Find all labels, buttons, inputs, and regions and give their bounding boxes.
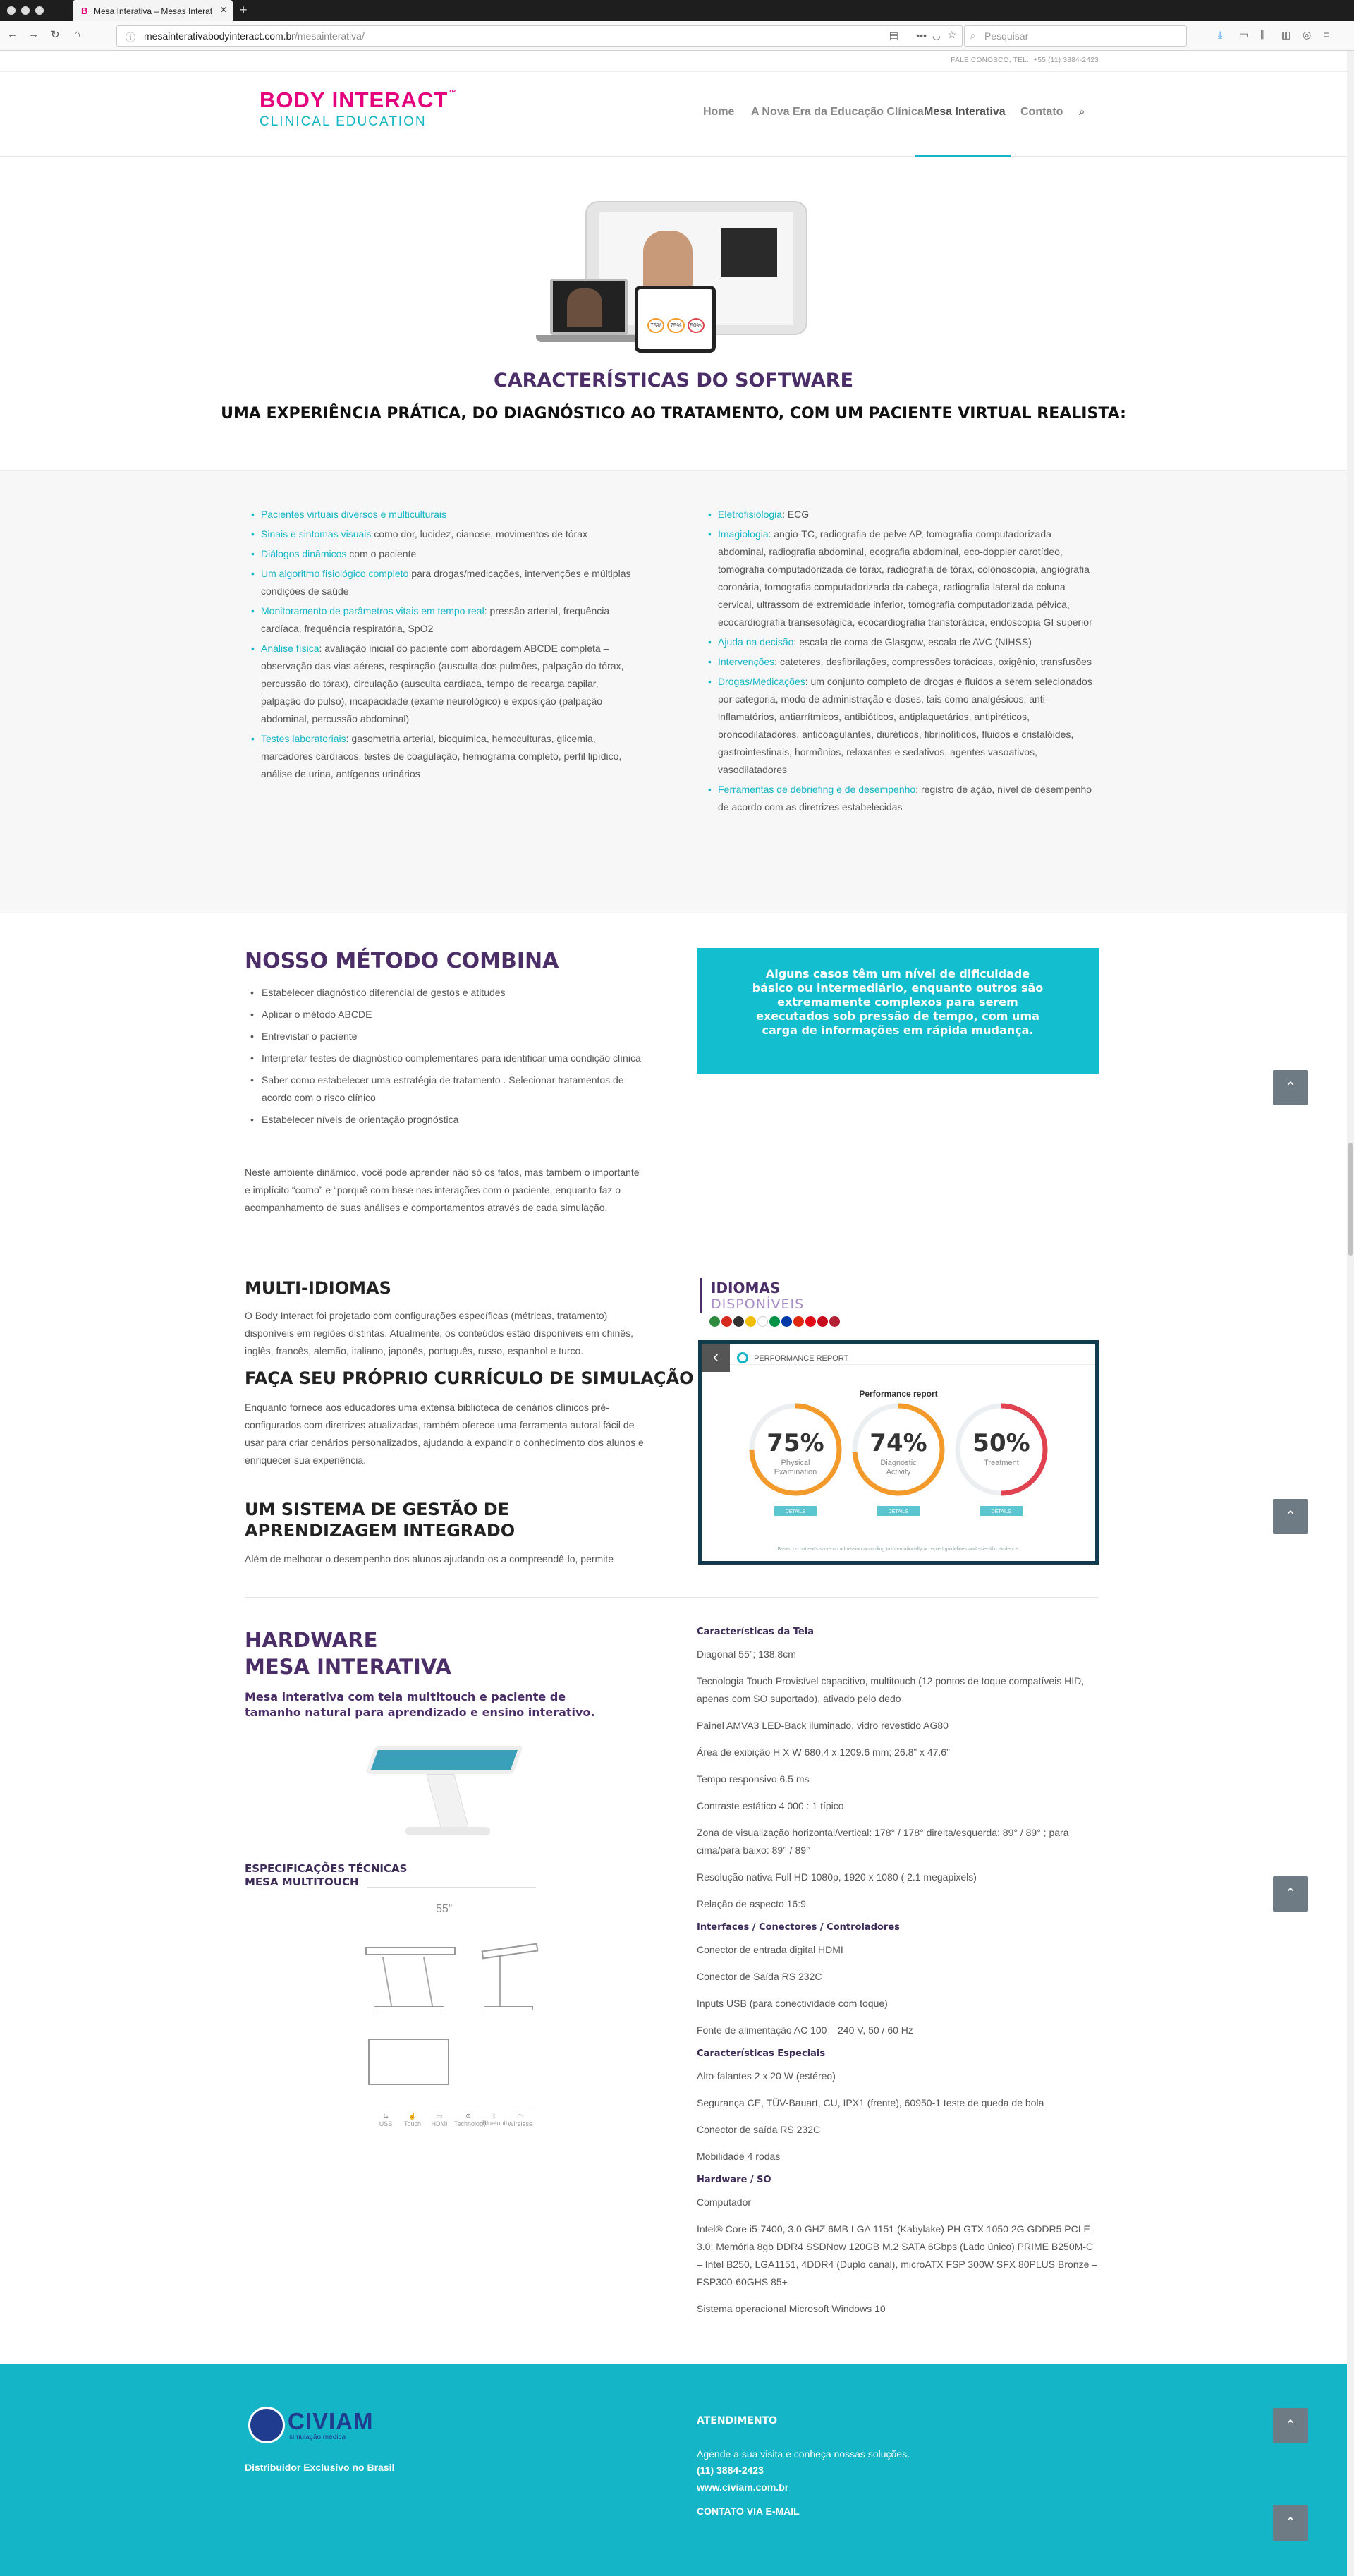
flag-icon[interactable]: [817, 1316, 828, 1327]
feature-detail: : registro de ação, nível de desempenho de acordo com as diretrizes estabelecidas: [718, 784, 1092, 813]
feature-item: [704, 633, 1102, 651]
spec-group-heading: Hardware / SO: [697, 2175, 771, 2185]
contact-phone: FALE CONOSCO, TEL.: +55 (11) 3884-2423: [951, 56, 1099, 64]
feature-detail: : cateteres, desfibrilações, compressões torácicas, oxigênio, transfusões: [774, 656, 1092, 667]
nav-mesa-interativa[interactable]: Mesa Interativa: [924, 106, 1006, 118]
method-title: NOSSO MÉTODO COMBINA: [245, 949, 559, 973]
feature-detail: : ECG: [782, 509, 810, 520]
flag-icon[interactable]: [757, 1316, 768, 1327]
hardware-subtitle-title: MESA INTERATIVA: [245, 1655, 451, 1679]
window-minimize-dot[interactable]: [21, 6, 30, 15]
url-path: /mesainterativa/: [295, 30, 365, 42]
feature-detail: : gasometria arterial, bioquímica, hemoculturas, glicemia, marcadores cardíacos, testes de coagulação, hemograma completo, perfil lipídico, análise de urina, antígenos urinários: [261, 733, 622, 779]
hardware-description: Mesa interativa com tela multitouch e paciente de tamanho natural para aprendizado e ensino interativo.: [245, 1690, 595, 1719]
footer-logo[interactable]: CIVIAM: [288, 2408, 374, 2434]
language-flags: [709, 1316, 879, 1328]
library-icon[interactable]: ⫼: [1260, 29, 1265, 40]
browser-nav-bar: [0, 21, 1354, 51]
spec-item: Tecnologia Touch Provisível capacitivo, multitouch (12 pontos de toque compatíveis HID, apenas com SO suportado), ativado pelo dedo: [697, 1675, 1085, 1704]
gauge-label: Treatment: [984, 1459, 1019, 1467]
bookmark-star-icon[interactable]: ☆: [947, 29, 956, 40]
feature-item: [247, 565, 638, 600]
account-icon[interactable]: ◎: [1303, 29, 1312, 40]
footer-distributor: Distribuidor Exclusivo no Brasil: [245, 2462, 395, 2473]
footer-title: ATENDIMENTO: [697, 2415, 778, 2426]
lang-accent-bar: [700, 1278, 702, 1313]
details-label: DETAILS: [991, 1509, 1012, 1514]
features-right-list: [704, 506, 1102, 818]
feature-name: Imagiologia: [718, 528, 769, 540]
feature-item: [704, 506, 1102, 523]
lang-subtitle: DISPONÍVEIS: [711, 1296, 805, 1312]
flag-icon[interactable]: [829, 1316, 840, 1327]
spec-group-heading: Características da Tela: [697, 1627, 815, 1637]
method-item: • Estabelecer níveis de orientação prognóstica: [245, 1111, 643, 1129]
feature-item: [247, 506, 638, 523]
feature-item: [247, 525, 638, 543]
method-paragraph: Neste ambiente dinâmico, você pode aprender não só os fatos, mas também o importante e implícito “como” e “porquê com base nas interações com o paciente, enquanto faz o acompanhamento de suas análises e comportamentos através de cada simulação.: [245, 1167, 640, 1213]
feature-name: Testes laboratoriais: [261, 733, 346, 744]
spec-item: Conector de Saída RS 232C: [697, 1971, 822, 1982]
logo-tm: ™: [448, 87, 458, 98]
connectivity-icons: [374, 2113, 532, 2146]
downloads-icon[interactable]: ⤓: [1218, 29, 1223, 40]
flag-icon[interactable]: [769, 1316, 780, 1327]
tab-title: Mesa Interativa – Mesas Interat: [94, 6, 213, 16]
technical-drawing: [358, 1933, 542, 2088]
feature-detail: : angio-TC, radiografia de pelve AP, tomografia computadorizada abdominal, radiografia abdominal, ecografia abdominal, eco-doppler carotídeo, tomografia computadorizada de tórax, radiografia de tórax, colonoscopia, angiografia coronária, tomografia computadorizada da cabeça, radiografia lateral da coluna cervical, ultrassom de extremidade inferior, tomografia computadorizada pélvica, ecocardiografia transesofágica, ecocardiografia transtorácica, endoscopia GI superior: [718, 528, 1092, 628]
gauge-label: Diagnostic: [880, 1459, 917, 1467]
feature-item: [247, 602, 638, 638]
spec-item: Conector de entrada digital HDMI: [697, 1944, 843, 1955]
feature-detail: com o paciente: [346, 548, 417, 559]
icon-label: Technology: [454, 2120, 487, 2127]
difficulty-callout: Alguns casos têm um nível de dificuldade básico ou intermediário, enquanto outros são extremamente complexos para serem executados sob pressão de tempo, com uma carga de informações em rápida mudança.: [697, 948, 1099, 1074]
spec-item: Mobilidade 4 rodas: [697, 2151, 781, 2162]
spec-size-line: [367, 1887, 536, 1888]
top-contact-strip: [0, 51, 1347, 72]
spec-item: Conector de saída RS 232C: [697, 2124, 821, 2135]
page-actions-icon[interactable]: •••: [916, 30, 927, 41]
footer-line: Agende a sua visita e conheça nossas soluções.: [697, 2448, 910, 2460]
feature-item: [704, 653, 1102, 671]
footer-phone[interactable]: (11) 3884-2423: [697, 2465, 764, 2476]
scroll-top-button[interactable]: ⌃: [1273, 2505, 1308, 2541]
scroll-top-button[interactable]: ⌃: [1273, 1876, 1308, 1912]
page-scrollbar[interactable]: [1347, 51, 1354, 2576]
performance-report-screen: [698, 1340, 1099, 1565]
spec-item: Resolução nativa Full HD 1080p, 1920 x 1080 ( 2.1 megapixels): [697, 1871, 977, 1883]
touch-icon: ☝ Touch: [403, 2113, 422, 2127]
logo-subtitle: CLINICAL EDUCATION: [260, 114, 427, 129]
sidebar-icon[interactable]: ▥: [1281, 29, 1291, 40]
spec-title-2: MESA MULTITOUCH: [245, 1876, 359, 1888]
feature-item: [704, 525, 1102, 631]
feature-name: Eletrofisiologia: [718, 509, 783, 520]
method-item: • Interpretar testes de diagnóstico complementares para identificar uma condição clínica: [245, 1050, 643, 1067]
feature-name: Diálogos dinâmicos: [261, 548, 347, 559]
spec-item: Alto-falantes 2 x 20 W (estéreo): [697, 2070, 836, 2082]
laptop-device: [550, 279, 628, 335]
feature-name: Drogas/Medicações: [718, 676, 805, 687]
browser-search-input[interactable]: [964, 25, 1187, 47]
footer-logo-sub: simulação médica: [289, 2434, 346, 2441]
flag-icon[interactable]: [805, 1316, 816, 1327]
feature-detail: : escala de coma de Glasgow, escala de AVC (NIHSS): [793, 636, 1032, 648]
gauge-value: 74%: [870, 1429, 927, 1457]
url-host: mesainterativabodyinteract.com.br: [144, 30, 295, 42]
flag-icon[interactable]: [745, 1316, 756, 1327]
feature-name: Pacientes virtuais diversos e multiculturais: [261, 509, 446, 520]
gauge-value: 50%: [972, 1429, 1030, 1457]
feature-name: Monitoramento de parâmetros vitais em tempo real: [261, 605, 484, 616]
devices-image: [536, 201, 807, 360]
spec-group-heading: Características Especiais: [697, 2048, 826, 2059]
footer-site[interactable]: www.civiam.com.br: [697, 2481, 789, 2493]
feature-item: [704, 781, 1102, 816]
hardware-specs: [697, 1627, 1099, 2327]
lms-title: UM SISTEMA DE GESTÃO DE APRENDIZAGEM INTEGRADO: [245, 1500, 516, 1541]
scroll-top-button[interactable]: ⌃: [1273, 2408, 1308, 2443]
icon-label: Wireless: [508, 2120, 532, 2127]
software-subtitle: UMA EXPERIÊNCIA PRÁTICA, DO DIAGNÓSTICO AO TRATAMENTO, COM UM PACIENTE VIRTUAL REALISTA:: [221, 405, 1126, 423]
usb-icon: ⇆ USB: [379, 2113, 393, 2127]
url-bar[interactable]: [116, 25, 963, 47]
window-close-dot[interactable]: [7, 6, 16, 15]
icon-label: USB: [379, 2120, 393, 2127]
feature-item: [247, 730, 638, 783]
search-icon: ⌕: [970, 30, 976, 41]
method-item: • Estabelecer diagnóstico diferencial de gestos e atitudes: [245, 984, 643, 1002]
feature-item: [704, 673, 1102, 779]
scroll-top-button[interactable]: ⌃: [1273, 1070, 1308, 1105]
search-placeholder: Pesquisar: [984, 30, 1029, 42]
multi-title: MULTI-IDIOMAS: [245, 1278, 391, 1298]
bluetooth-icon: ᛒ Bluetooth: [482, 2113, 510, 2127]
nav-nova-era[interactable]: A Nova Era da Educação Clínica: [751, 106, 924, 118]
spec-item: Fonte de alimentação AC 100 – 240 V, 50 / 60 Hz: [697, 2024, 913, 2036]
forward-icon[interactable]: →: [28, 28, 39, 40]
nav-contato[interactable]: Contato: [1020, 106, 1063, 118]
screenshot-icon[interactable]: ▭: [1239, 29, 1249, 40]
spec-group-heading: Interfaces / Conectores / Controladores: [697, 1922, 900, 1933]
gauges-chart: [702, 1400, 1095, 1527]
spec-item: Diagonal 55”; 138.8cm: [697, 1648, 796, 1660]
spec-item: Intel® Core i5-7400, 3.0 GHZ 6MB LGA 1151 (Kabylake) PH GTX 1050 2G GDDR5 PCI E 3.0; Memória 8gb DDR4 SSDNow 120GB M.2 SATA 6Gbps (Lado único) PRIME B250M-C – Intel B250, LGA1151, 4DDR4 (Duplo canal), microATX FSP 300W SFX 80PLUS Bronze – FSP300-60GHS 85+: [697, 2223, 1098, 2288]
feature-name: Análise física: [261, 643, 319, 654]
spec-item: Área de exibição H X W 680.4 x 1209.6 mm; 26.8” x 47.6”: [697, 1746, 950, 1758]
footer: [0, 2364, 1347, 2576]
report-footer: Based on patient's score on admission according to internationally accepted guidelines and scientific evidence.: [777, 1547, 1020, 1552]
feature-name: Um algoritmo fisiológico completo: [261, 568, 409, 579]
browser-tab-bar: [0, 0, 1354, 21]
flag-icon[interactable]: [721, 1316, 732, 1327]
method-list: [245, 984, 643, 1133]
reader-view-icon[interactable]: ▤: [889, 30, 898, 41]
nav-home[interactable]: Home: [703, 106, 735, 118]
multi-text: O Body Interact foi projetado com configurações específicas (métricas, tratamento) disponíveis em regiões distintas. Atualmente, os conteúdos estão disponíveis em chinês, inglês, francês, alemão, italiano, japonês, português, russo, espanhol e turco.: [245, 1310, 633, 1356]
details-label: DETAILS: [888, 1509, 909, 1514]
flag-icon[interactable]: [709, 1316, 720, 1327]
divider: [245, 1597, 1099, 1598]
details-label: DETAILS: [785, 1509, 806, 1514]
report-header: PERFORMANCE REPORT: [754, 1354, 849, 1363]
site-header: [0, 72, 1347, 157]
lms-text: Além de melhorar o desempenho dos alunos ajudando-os a compreendê-lo, permite: [245, 1553, 614, 1565]
icon-label: HDMI: [431, 2120, 448, 2127]
software-title: CARACTERÍSTICAS DO SOFTWARE: [493, 370, 854, 391]
browser-tab[interactable]: [73, 0, 233, 21]
device-score: 75%: [647, 318, 664, 333]
home-icon[interactable]: ⌂: [74, 28, 81, 40]
footer-email-link[interactable]: CONTATO VIA E-MAIL: [697, 2505, 800, 2517]
logo-text: BODY INTERACT: [260, 87, 449, 112]
icon-label: Bluetooth: [482, 2120, 510, 2127]
pocket-icon[interactable]: ◡: [932, 30, 941, 41]
menu-icon[interactable]: ≡: [1324, 29, 1330, 40]
report-title: Performance report: [859, 1389, 938, 1399]
spec-item: Painel AMVA3 LED-Back iluminado, vidro revestido AG80: [697, 1720, 949, 1731]
feature-detail: como dor, lucidez, cianose, movimentos de tórax: [371, 528, 587, 540]
spec-item: Computador: [697, 2197, 752, 2208]
features-left-list: [247, 506, 638, 785]
features-section: [0, 470, 1347, 913]
feature-item: [247, 640, 638, 728]
curriculum-text: Enquanto fornece aos educadores uma extensa biblioteca de cenários clínicos pré-configurados com diretrizes atualizadas, também oferece uma ferramenta autoral fácil de usar para criar cenários personalizados, ajudando a expandir o conhecimento dos alunos e enriquecer sua experiência.: [245, 1402, 644, 1466]
reload-icon[interactable]: ↻: [51, 29, 60, 41]
device-scores: [642, 317, 709, 334]
spec-item: Zona de visualização horizontal/vertical: 178° / 178° direita/esquerda: 89° / 89° ; para cima/para baixo: 89° / 89°: [697, 1827, 1069, 1856]
gauge-value: 75%: [767, 1429, 824, 1457]
feature-name: Ferramentas de debriefing e de desempenho: [718, 784, 916, 795]
window-zoom-dot[interactable]: [35, 6, 44, 15]
report-back-icon[interactable]: ‹: [702, 1344, 730, 1372]
gauge-label: Physical: [781, 1459, 810, 1467]
device-score: 50%: [688, 318, 705, 333]
spec-item: Relação de aspecto 16:9: [697, 1898, 806, 1909]
hardware-title: HARDWARE: [245, 1628, 378, 1652]
logo[interactable]: [260, 87, 458, 113]
gauge-label: Activity: [886, 1468, 911, 1476]
hdmi-icon: ▭ HDMI: [431, 2113, 448, 2127]
gauge-label: Examination: [774, 1468, 817, 1476]
new-tab-icon[interactable]: +: [240, 3, 248, 17]
device-score: 75%: [667, 318, 684, 333]
flag-icon[interactable]: [793, 1316, 804, 1327]
icon-label: Touch: [403, 2120, 422, 2127]
curriculum-title: FAÇA SEU PRÓPRIO CURRÍCULO DE SIMULAÇÃO: [245, 1368, 694, 1388]
feature-name: Sinais e sintomas visuais: [261, 528, 372, 540]
feature-detail: : pressão arterial, frequência cardíaca, frequência respiratória, SpO2: [261, 605, 610, 634]
spec-item: Segurança CE, TÜV-Bauart, CU, IPX1 (frente), 60950-1 teste de queda de bola: [697, 2097, 1044, 2108]
nav-search-icon[interactable]: ⌕: [1079, 106, 1085, 118]
report-logo-icon: [737, 1352, 748, 1363]
info-icon[interactable]: ⓘ: [126, 32, 135, 43]
method-item: • Entrevistar o paciente: [245, 1028, 643, 1045]
feature-name: Intervenções: [718, 656, 775, 667]
flag-icon[interactable]: [733, 1316, 744, 1327]
spec-item: Inputs USB (para conectividade com toque): [697, 1998, 888, 2009]
feature-detail: : um conjunto completo de drogas e fluidos a serem selecionados por categoria, modo de administração e doses, tais como analgésicos, anti-inflamatórios, antiarrítmicos, antibióticos, antiplaquetários, antipiréticos, broncodilatadores, anticoagulantes, diuréticos, fibrinolíticos, fluidos e cristalóides, gastrointestinais, hormônios, relaxantes e sedativos, agentes vasoativos, vasodilatadores: [718, 676, 1092, 775]
phone-device: [635, 286, 716, 353]
method-item: • Aplicar o método ABCDE: [245, 1006, 643, 1023]
spec-size: 55”: [436, 1903, 453, 1915]
feature-item: [247, 545, 638, 563]
feature-detail: : avaliação inicial do paciente com abordagem ABCDE completa – observação das vias aéreas, respiração (ausculta dos pulmões, palpação do tórax, percussão do tórax), circulação (ausculta cardíaca, tempo de recarga capilar, palpação do pulso), incapacidade (exame neurológico) e exposição (palpação abdominal, percussão abdominal): [261, 643, 624, 724]
nav-active-indicator: [915, 155, 1011, 157]
spec-item: Contraste estático 4 000 : 1 típico: [697, 1800, 844, 1811]
lang-title: IDIOMAS: [711, 1280, 781, 1296]
feature-name: Ajuda na decisão: [718, 636, 794, 648]
back-icon[interactable]: ←: [7, 28, 18, 40]
table-image: [370, 1732, 518, 1837]
spec-item: Sistema operacional Microsoft Windows 10: [697, 2303, 886, 2314]
flag-icon[interactable]: [781, 1316, 792, 1327]
method-item: • Saber como estabelecer uma estratégia de tratamento . Selecionar tratamentos de acordo com o risco clínico: [245, 1071, 643, 1107]
technology-icon: ⚙ Technology: [454, 2113, 487, 2127]
civiam-globe-icon: [248, 2407, 285, 2443]
spec-title: ESPECIFICAÇÕES TÉCNICAS: [245, 1862, 408, 1875]
tab-favicon-icon: B: [81, 6, 88, 16]
scroll-top-button[interactable]: ⌃: [1273, 1499, 1308, 1534]
wireless-icon: ◠ Wireless: [508, 2113, 532, 2127]
scrollbar-thumb[interactable]: [1348, 1143, 1353, 1256]
tab-close-icon[interactable]: ✕: [219, 5, 227, 15]
feature-detail: para drogas/medicações, intervenções e múltiplas condições de saúde: [261, 568, 631, 597]
spec-item: Tempo responsivo 6.5 ms: [697, 1773, 810, 1785]
